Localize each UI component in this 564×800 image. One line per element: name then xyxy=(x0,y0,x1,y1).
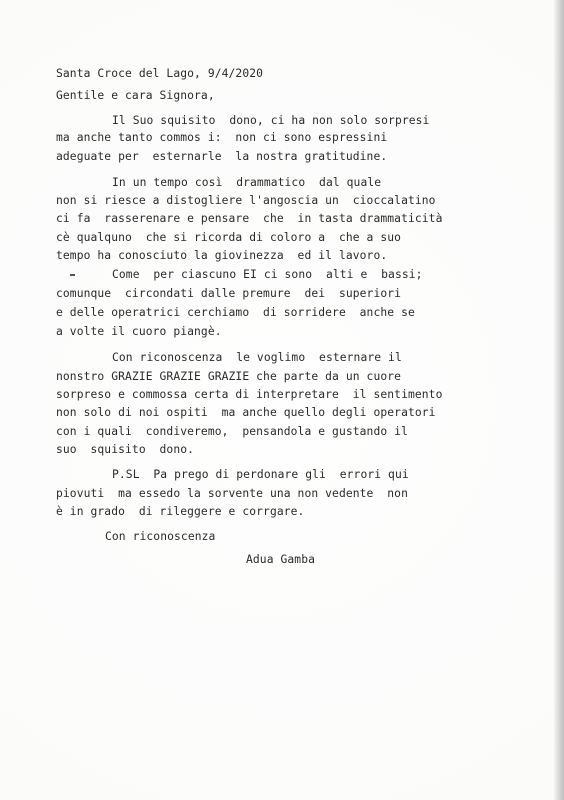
letter-postscript-line: P.SL Pa prego di perdonare gli errori qui xyxy=(112,468,409,481)
letter-closing: Con riconoscenza xyxy=(105,530,216,543)
scan-edge-shadow xyxy=(554,0,564,800)
letter-line: cè qualquno che si ricorda di coloro a che a suo xyxy=(56,231,402,244)
letter-line: In un tempo così drammatico dal quale xyxy=(112,176,382,189)
letter-date-line: Santa Croce del Lago, 9/4/2020 xyxy=(56,67,264,80)
letter-line: Con riconoscenza le voglimo esternare il xyxy=(112,351,402,364)
letter-line: non si riesce a distogliere l'angoscia un cioccalatino xyxy=(56,194,436,207)
letter-signature: Adua Gamba xyxy=(246,553,316,566)
letter-line: tempo ha conosciuto la giovinezza ed il lavoro. xyxy=(56,249,388,262)
letter-postscript-line: è in grado di rileggere e corrgare. xyxy=(56,505,305,518)
letter-line: comunque circondati dalle premure dei superiori xyxy=(56,287,402,300)
stray-typewriter-mark xyxy=(70,274,75,276)
letter-line: nonstro GRAZIE GRAZIE GRAZIE che parte da un cuore xyxy=(56,370,402,383)
letter-line: adeguate per esternarle la nostra gratitudine. xyxy=(56,150,388,163)
letter-line: con i quali condiveremo, pensandola e gustando il xyxy=(56,425,408,438)
letter-line: ma anche tanto commos i: non ci sono espressini xyxy=(56,131,388,144)
letter-line: Come per ciascuno EI ci sono alti e bassi; xyxy=(112,268,423,281)
letter-line: Il Suo squisito dono, ci ha non solo sorpresi xyxy=(112,114,430,127)
letter-postscript-line: piovuti ma essedo la sorvente una non vedente non xyxy=(56,487,408,500)
letter-line: a volte il cuoro piangè. xyxy=(56,325,222,338)
letter-line: non solo di noi ospiti ma anche quello degli operatori xyxy=(56,406,436,419)
letter-line: ci fa rasserenare e pensare che in tasta drammaticità xyxy=(56,212,443,225)
letter-salutation: Gentile e cara Signora, xyxy=(56,89,215,102)
letter-line: e delle operatrici cerchiamo di sorridere anche se xyxy=(56,306,415,319)
letter-line: sorpreso e commossa certa di interpretare il sentimento xyxy=(56,388,443,401)
letter-line: suo squisito dono. xyxy=(56,443,195,456)
